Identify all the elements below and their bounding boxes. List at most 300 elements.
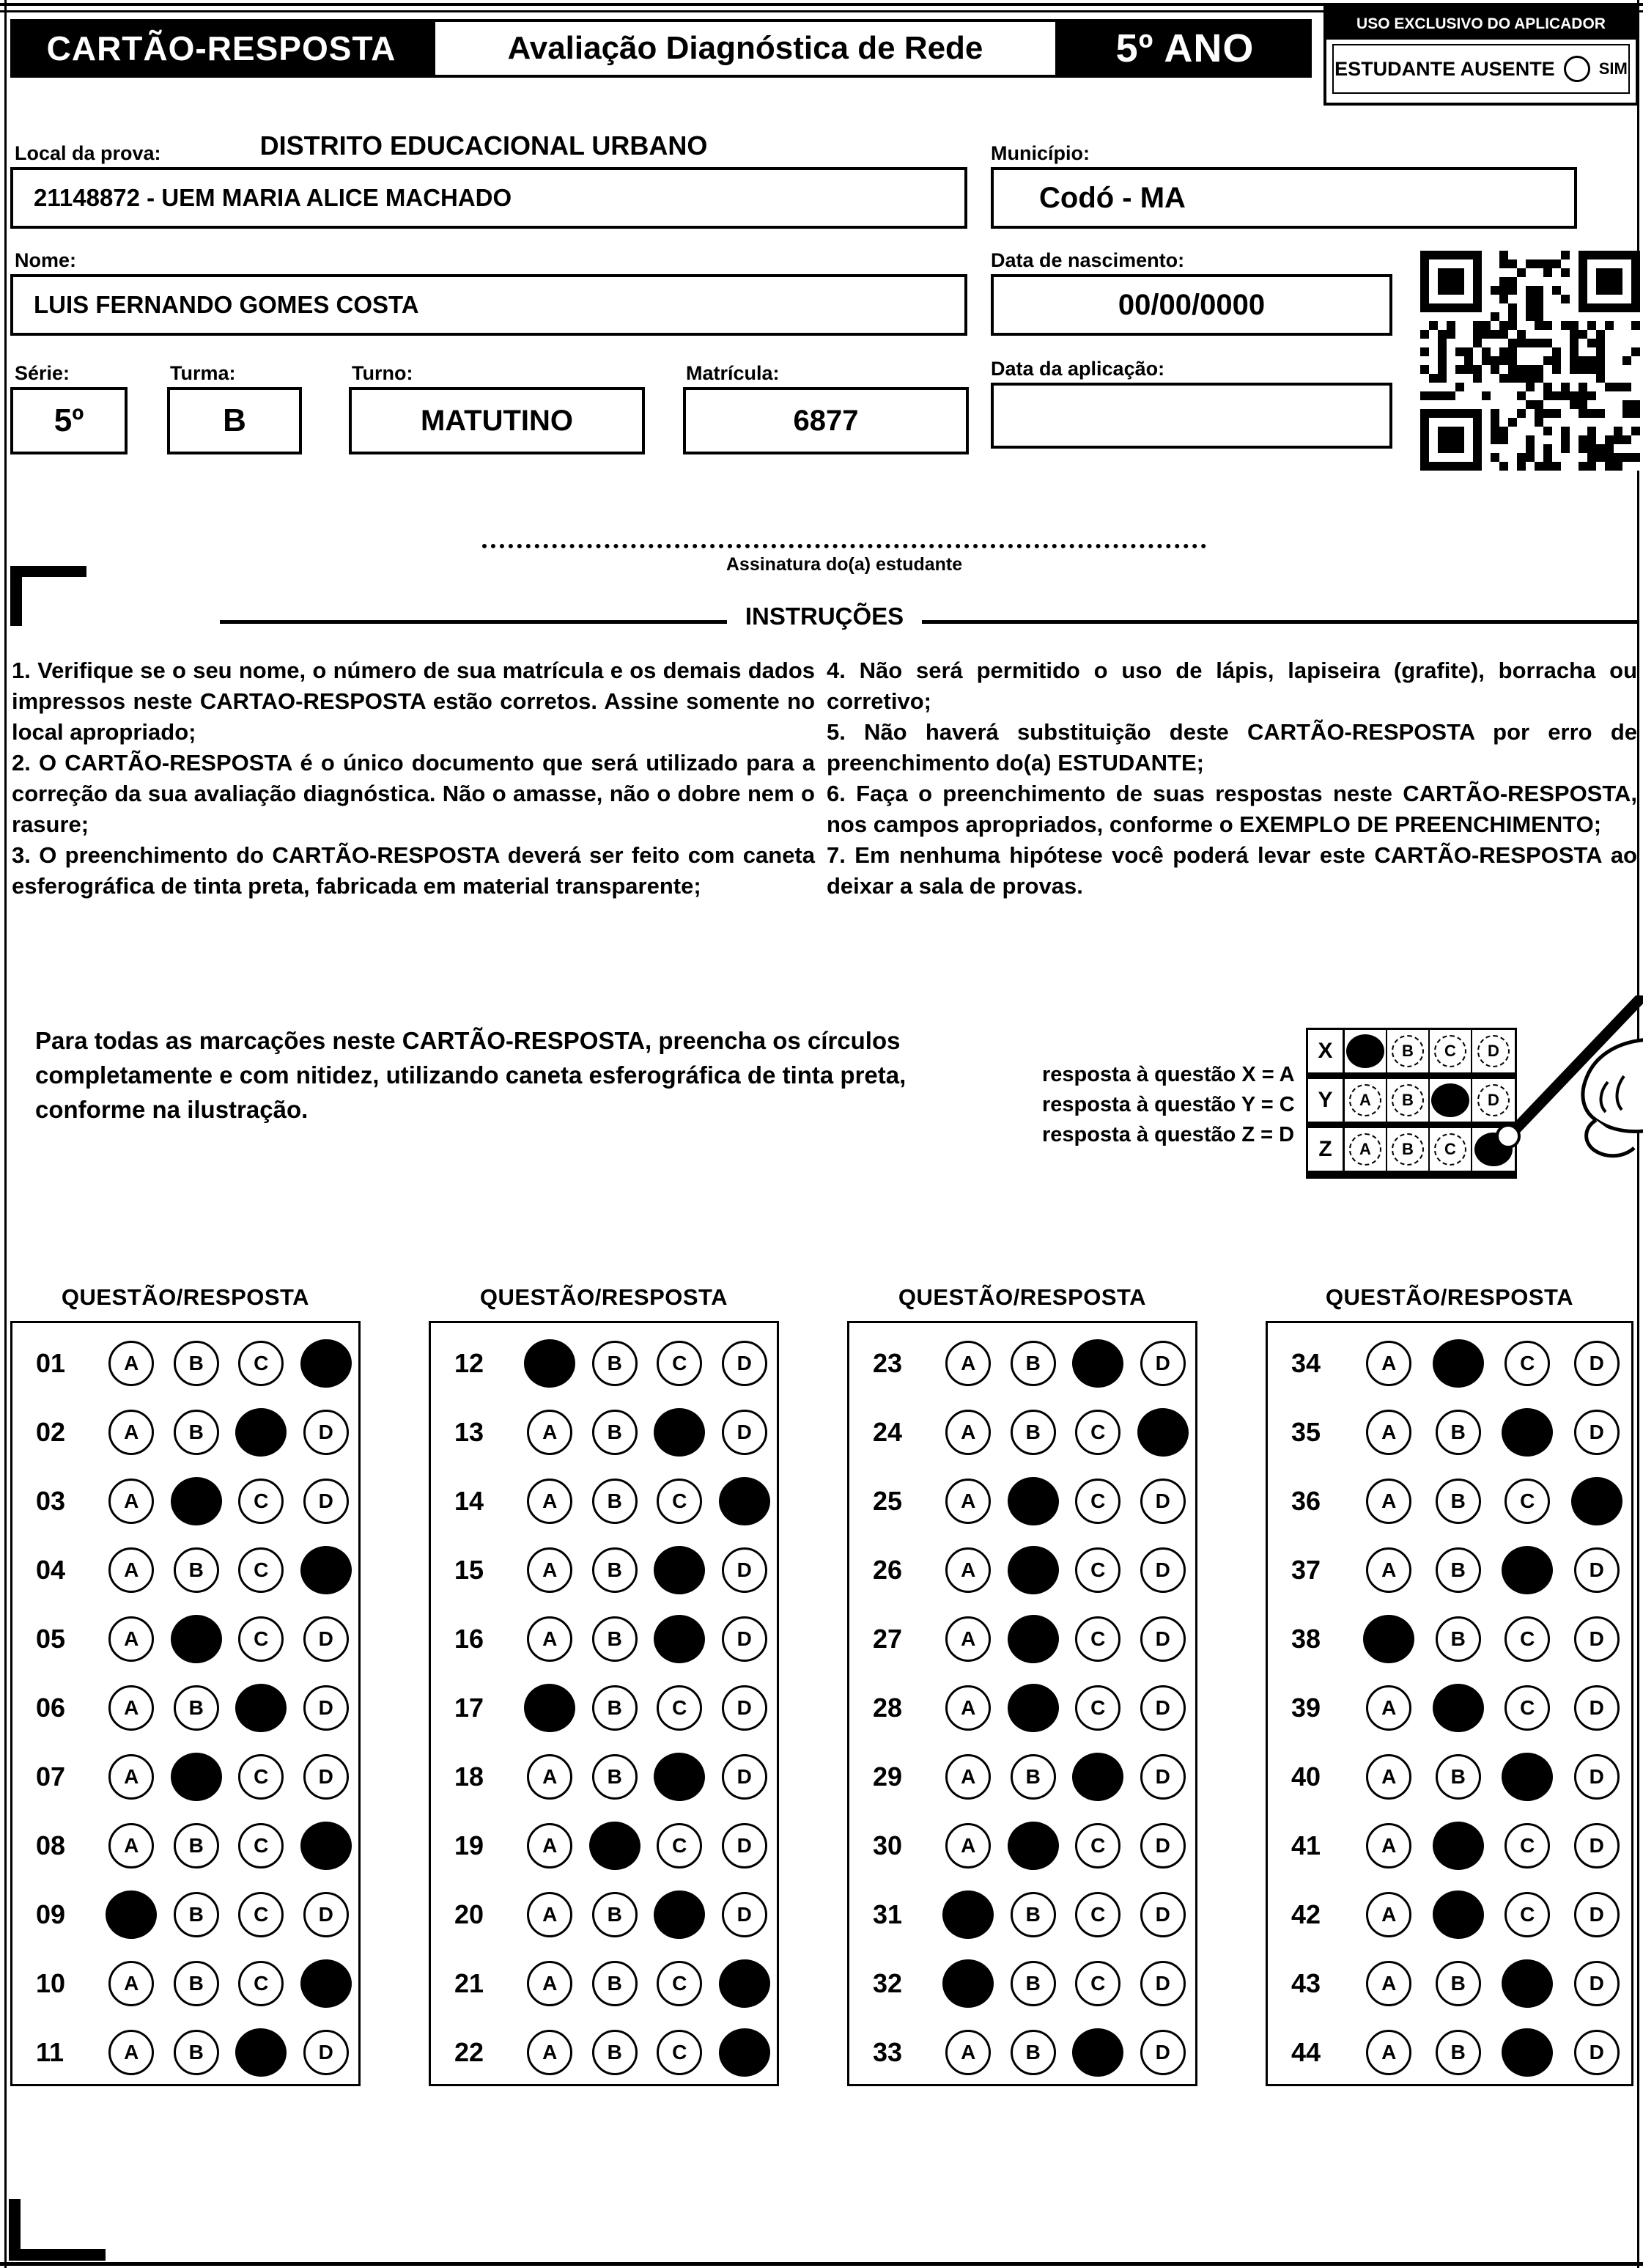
bubble-cell xyxy=(1066,1547,1131,1593)
bubble-05-D[interactable]: D xyxy=(303,1616,349,1662)
bubble-09-B[interactable]: B xyxy=(174,1892,219,1937)
bubble-41-D[interactable]: D xyxy=(1574,1823,1620,1868)
bubble-30-D[interactable]: D xyxy=(1140,1823,1186,1868)
bubble-11-D[interactable]: D xyxy=(303,2030,349,2075)
question-number: 22 xyxy=(454,2037,484,2067)
bubble-38-D[interactable]: D xyxy=(1574,1616,1620,1662)
bubble-32-B[interactable]: B xyxy=(1011,1961,1056,2006)
bubble-cell xyxy=(1354,1754,1424,1800)
bubble-05-C[interactable]: C xyxy=(238,1616,284,1662)
bubble-42-A[interactable]: A xyxy=(1366,1892,1411,1937)
instruction-item: 7. Em nenhuma hipótese você poderá levar este CARTÃO-RESPOSTA ao deixar a sala de provas. xyxy=(827,842,1637,899)
bubble-41-A[interactable]: A xyxy=(1366,1823,1411,1868)
question-row xyxy=(431,1398,777,1467)
bubble-41-B-filled[interactable] xyxy=(1431,1820,1485,1871)
example-bubble-Y-A[interactable]: A xyxy=(1349,1084,1381,1116)
bubble-37-A[interactable]: A xyxy=(1366,1547,1411,1593)
bubble-10-B[interactable]: B xyxy=(174,1961,219,2006)
bubble-15-B[interactable]: B xyxy=(592,1547,638,1593)
bubble-08-D-filled[interactable] xyxy=(300,1821,352,1870)
bubble-cell xyxy=(1562,1961,1632,2006)
bubble-24-C[interactable]: C xyxy=(1075,1410,1120,1455)
bubble-cell xyxy=(1066,1339,1131,1388)
bubble-32-A-filled[interactable] xyxy=(942,1959,994,2008)
example-bubble-Z-C[interactable]: C xyxy=(1434,1133,1466,1166)
bubble-cell xyxy=(712,1410,778,1455)
matricula-value: 6877 xyxy=(793,404,859,437)
bubble-cell xyxy=(1131,1823,1196,1868)
bubble-cell xyxy=(1066,1753,1131,1801)
bubble-22-B[interactable]: B xyxy=(592,2030,638,2075)
question-number: 43 xyxy=(1291,1968,1321,1998)
signature-line[interactable] xyxy=(482,544,1206,548)
bubble-43-B[interactable]: B xyxy=(1436,1961,1481,2006)
bubble-06-B[interactable]: B xyxy=(174,1685,219,1731)
bubble-34-B-filled[interactable] xyxy=(1431,1338,1485,1390)
data-nascimento-label: Data de nascimento: xyxy=(991,249,1185,271)
bubble-18-B[interactable]: B xyxy=(592,1754,638,1800)
bubble-cell xyxy=(294,1339,359,1388)
question-number: 27 xyxy=(873,1624,903,1654)
bubble-34-C[interactable]: C xyxy=(1504,1341,1550,1386)
turma-field xyxy=(167,387,302,454)
instruction-item: 3. O preenchimento do CARTÃO-RESPOSTA deverá ser feito com caneta esferográfica de tinta preta, fabricada em material transparente; xyxy=(12,842,815,899)
bubble-19-A[interactable]: A xyxy=(527,1823,572,1868)
bubble-42-C[interactable]: C xyxy=(1504,1892,1550,1937)
question-number: 19 xyxy=(454,1830,484,1860)
bubble-cell xyxy=(1066,1823,1131,1868)
bubble-30-A[interactable]: A xyxy=(945,1823,991,1868)
bubble-21-B[interactable]: B xyxy=(592,1961,638,2006)
question-number: 41 xyxy=(1291,1830,1321,1860)
bubble-cell xyxy=(936,1890,1001,1939)
matricula-field xyxy=(683,387,969,454)
bubble-31-B[interactable]: B xyxy=(1011,1892,1056,1937)
bubble-17-C[interactable]: C xyxy=(657,1685,702,1731)
bubble-25-D[interactable]: D xyxy=(1140,1479,1186,1524)
bubble-31-D[interactable]: D xyxy=(1140,1892,1186,1937)
bubble-01-D-filled[interactable] xyxy=(298,1337,354,1391)
bubble-20-D[interactable]: D xyxy=(722,1892,767,1937)
bubble-02-A[interactable]: A xyxy=(108,1410,154,1455)
data-nascimento-value: 00/00/0000 xyxy=(1118,288,1266,321)
bubble-09-A-filled[interactable] xyxy=(105,1890,158,1940)
bubble-cell xyxy=(712,1959,778,2008)
serie-field xyxy=(10,387,128,454)
bubble-34-A[interactable]: A xyxy=(1366,1341,1411,1386)
answers-column-header: QUESTÃO/RESPOSTA xyxy=(479,1284,728,1310)
bubble-26-D[interactable]: D xyxy=(1140,1547,1186,1593)
bubble-38-C[interactable]: C xyxy=(1504,1616,1550,1662)
bubble-cell xyxy=(229,2028,294,2077)
bubble-12-D[interactable]: D xyxy=(722,1341,767,1386)
bubble-07-D[interactable]: D xyxy=(303,1754,349,1800)
bubble-cell xyxy=(712,1685,778,1731)
bubble-03-B-filled[interactable] xyxy=(169,1476,224,1528)
bubble-22-D-filled[interactable] xyxy=(717,2027,772,2079)
example-bubble-Z-A[interactable]: A xyxy=(1349,1133,1381,1166)
question-number: 09 xyxy=(36,1899,66,1929)
bubble-cell xyxy=(1493,1341,1562,1386)
bubble-35-A[interactable]: A xyxy=(1366,1410,1411,1455)
bubble-15-A[interactable]: A xyxy=(527,1547,572,1593)
question-row xyxy=(12,1811,358,1880)
bubble-40-D[interactable]: D xyxy=(1574,1754,1620,1800)
bubble-cell xyxy=(1066,1961,1131,2006)
bubble-04-A[interactable]: A xyxy=(108,1547,154,1593)
question-number: 38 xyxy=(1291,1624,1321,1654)
bubble-23-C-filled[interactable] xyxy=(1071,1338,1125,1390)
question-number: 37 xyxy=(1291,1555,1321,1585)
bubble-23-A[interactable]: A xyxy=(945,1341,991,1386)
question-row xyxy=(1268,1467,1631,1536)
bubble-cell xyxy=(1354,1547,1424,1593)
bubble-cell xyxy=(164,1477,229,1525)
bubble-cell xyxy=(1131,1892,1196,1937)
district-heading: DISTRITO EDUCACIONAL URBANO xyxy=(259,130,708,161)
bubble-40-C-filled[interactable] xyxy=(1501,1752,1554,1802)
bubble-cell xyxy=(229,1892,294,1937)
example-bubble-X-B[interactable]: B xyxy=(1392,1035,1424,1067)
bubble-17-A-filled[interactable] xyxy=(523,1682,577,1734)
bubble-16-D[interactable]: D xyxy=(722,1616,767,1662)
bubble-cell xyxy=(712,1892,778,1937)
bubble-39-A[interactable]: A xyxy=(1366,1685,1411,1731)
bubble-24-D-filled[interactable] xyxy=(1135,1406,1190,1459)
instruction-item: 5. Não haverá substituição deste CARTÃO-RESPOSTA por erro de preenchimento do(a) ESTUDANTE; xyxy=(827,719,1637,776)
example-bubble-Y-B[interactable]: B xyxy=(1392,1084,1424,1116)
student-absent-bubble[interactable] xyxy=(1564,56,1590,82)
bubble-02-B[interactable]: B xyxy=(174,1410,219,1455)
bubble-cell xyxy=(1493,1959,1562,2008)
bubble-27-A[interactable]: A xyxy=(945,1616,991,1662)
bubble-cell xyxy=(712,1754,778,1800)
bubble-cell xyxy=(583,1754,648,1800)
question-row xyxy=(431,1467,777,1536)
bubble-08-C[interactable]: C xyxy=(238,1823,284,1868)
bubble-11-A[interactable]: A xyxy=(108,2030,154,2075)
bubble-07-A[interactable]: A xyxy=(108,1754,154,1800)
bubble-cell xyxy=(1354,1892,1424,1937)
bubble-cell xyxy=(583,1822,648,1870)
bubble-cell xyxy=(229,1616,294,1662)
bubble-18-D[interactable]: D xyxy=(722,1754,767,1800)
bubble-04-D-filled[interactable] xyxy=(299,1544,352,1596)
bubble-10-D-filled[interactable] xyxy=(299,1958,352,2009)
bubble-03-A[interactable]: A xyxy=(108,1479,154,1524)
instructions-title: INSTRUÇÕES xyxy=(745,603,904,630)
bubble-19-C[interactable]: C xyxy=(657,1823,702,1868)
bubble-37-D[interactable]: D xyxy=(1574,1547,1620,1593)
bubble-32-C[interactable]: C xyxy=(1075,1961,1120,2006)
bubble-32-D[interactable]: D xyxy=(1140,1961,1186,2006)
bubble-cell xyxy=(1354,1410,1424,1455)
bubble-14-B[interactable]: B xyxy=(592,1479,638,1524)
bubble-01-C[interactable]: C xyxy=(238,1341,284,1386)
bubble-cell xyxy=(1562,1754,1632,1800)
question-number: 02 xyxy=(36,1417,66,1447)
bubble-08-B[interactable]: B xyxy=(174,1823,219,1868)
data-aplicacao-field[interactable] xyxy=(991,383,1392,449)
bubble-42-D[interactable]: D xyxy=(1574,1892,1620,1937)
bubble-27-D[interactable]: D xyxy=(1140,1616,1186,1662)
bubble-cell xyxy=(936,1410,1001,1455)
question-number: 28 xyxy=(873,1693,903,1723)
bubble-41-C[interactable]: C xyxy=(1504,1823,1550,1868)
bubble-cell xyxy=(647,2030,712,2075)
bubble-05-B-filled[interactable] xyxy=(170,1614,223,1664)
bubble-15-D[interactable]: D xyxy=(722,1547,767,1593)
bubble-37-C-filled[interactable] xyxy=(1502,1545,1554,1594)
bubble-25-A[interactable]: A xyxy=(945,1479,991,1524)
example-cell xyxy=(1387,1030,1430,1072)
bubble-19-D[interactable]: D xyxy=(722,1823,767,1868)
bubble-16-C-filled[interactable] xyxy=(653,1613,706,1665)
bubble-cell xyxy=(1424,1684,1494,1732)
bubble-20-C-filled[interactable] xyxy=(651,1888,708,1942)
bubble-16-B[interactable]: B xyxy=(592,1616,638,1662)
bubble-10-A[interactable]: A xyxy=(108,1961,154,2006)
example-bubble-X-A-filled[interactable] xyxy=(1346,1034,1384,1068)
bubble-cell xyxy=(99,1479,164,1524)
example-legend xyxy=(1042,1060,1295,1150)
bubble-28-C[interactable]: C xyxy=(1075,1685,1120,1731)
bubble-22-A[interactable]: A xyxy=(527,2030,572,2075)
question-row xyxy=(431,1880,777,1949)
bubble-14-D-filled[interactable] xyxy=(718,1476,770,1525)
bubble-24-B[interactable]: B xyxy=(1011,1410,1056,1455)
question-row xyxy=(1268,1880,1631,1949)
bubble-30-C[interactable]: C xyxy=(1075,1823,1120,1868)
question-row xyxy=(849,2018,1195,2087)
bubble-23-D[interactable]: D xyxy=(1140,1341,1186,1386)
bubble-35-C-filled[interactable] xyxy=(1501,1407,1554,1458)
bubble-cell xyxy=(647,1961,712,2006)
bubble-07-B-filled[interactable] xyxy=(171,1753,222,1801)
bubble-cell xyxy=(712,2028,778,2077)
bubble-43-D[interactable]: D xyxy=(1574,1961,1620,2006)
bubble-19-B-filled[interactable] xyxy=(586,1819,643,1873)
bubble-cell xyxy=(647,1890,712,1939)
bubble-36-B[interactable]: B xyxy=(1436,1479,1481,1524)
bubble-36-A[interactable]: A xyxy=(1366,1479,1411,1524)
bubble-cell xyxy=(1493,1546,1562,1594)
bubble-29-A[interactable]: A xyxy=(945,1754,991,1800)
bubble-39-C[interactable]: C xyxy=(1504,1685,1550,1731)
bubble-26-C[interactable]: C xyxy=(1075,1547,1120,1593)
instructions-column-left xyxy=(12,655,815,902)
bubble-35-D[interactable]: D xyxy=(1574,1410,1620,1455)
bubble-38-B[interactable]: B xyxy=(1436,1616,1481,1662)
bubble-25-C[interactable]: C xyxy=(1075,1479,1120,1524)
bubble-34-D[interactable]: D xyxy=(1574,1341,1620,1386)
bubble-cell xyxy=(1424,1961,1494,2006)
bubble-33-D[interactable]: D xyxy=(1140,2030,1186,2075)
bubble-03-D[interactable]: D xyxy=(303,1479,349,1524)
bubble-20-B[interactable]: B xyxy=(592,1892,638,1937)
bubble-14-A[interactable]: A xyxy=(527,1479,572,1524)
registration-mark-bottom-arm xyxy=(9,2249,106,2261)
bubble-31-C[interactable]: C xyxy=(1075,1892,1120,1937)
bubble-40-A[interactable]: A xyxy=(1366,1754,1411,1800)
bubble-cell xyxy=(1354,2030,1424,2075)
bubble-cell xyxy=(99,1890,164,1939)
bubble-14-C[interactable]: C xyxy=(657,1479,702,1524)
bubble-44-C-filled[interactable] xyxy=(1499,2026,1556,2080)
bubble-06-D[interactable]: D xyxy=(303,1685,349,1731)
bubble-18-C-filled[interactable] xyxy=(652,1750,707,1803)
question-row xyxy=(431,1811,777,1880)
bubble-17-B[interactable]: B xyxy=(592,1685,638,1731)
bubble-10-C[interactable]: C xyxy=(238,1961,284,2006)
bubble-06-C-filled[interactable] xyxy=(235,1683,287,1732)
bubble-28-A[interactable]: A xyxy=(945,1685,991,1731)
bubble-cell xyxy=(517,1410,583,1455)
bubble-02-C-filled[interactable] xyxy=(234,1406,289,1459)
bubble-42-B-filled[interactable] xyxy=(1431,1889,1485,1941)
bubble-18-A[interactable]: A xyxy=(527,1754,572,1800)
bubble-08-A[interactable]: A xyxy=(108,1823,154,1868)
serie-label: Série: xyxy=(15,362,70,384)
question-row xyxy=(1268,1811,1631,1880)
bubble-cell xyxy=(1493,1892,1562,1937)
turno-label: Turno: xyxy=(352,362,413,384)
example-row-label: Z xyxy=(1308,1128,1345,1171)
question-number: 30 xyxy=(873,1830,903,1860)
bubble-33-B[interactable]: B xyxy=(1011,2030,1056,2075)
bubble-39-D[interactable]: D xyxy=(1574,1685,1620,1731)
bubble-cell xyxy=(1354,1823,1424,1868)
bubble-28-B-filled[interactable] xyxy=(1006,1682,1060,1734)
bubble-cell xyxy=(99,2030,164,2075)
bubble-cell xyxy=(1131,1341,1196,1386)
bubble-cell xyxy=(1001,1410,1066,1455)
example-bubble-Z-B[interactable]: B xyxy=(1392,1133,1424,1166)
bubble-27-B-filled[interactable] xyxy=(1005,1613,1060,1665)
question-number: 15 xyxy=(454,1555,484,1585)
bubble-13-D[interactable]: D xyxy=(722,1410,767,1455)
bubble-29-B[interactable]: B xyxy=(1011,1754,1056,1800)
bubble-04-B[interactable]: B xyxy=(174,1547,219,1593)
data-aplicacao-label: Data da aplicação: xyxy=(991,358,1165,380)
bubble-cell xyxy=(1354,1479,1424,1524)
bubble-23-B[interactable]: B xyxy=(1011,1341,1056,1386)
question-number: 03 xyxy=(36,1486,66,1516)
bubble-24-A[interactable]: A xyxy=(945,1410,991,1455)
bubble-25-B-filled[interactable] xyxy=(1005,1475,1061,1528)
bubble-44-D[interactable]: D xyxy=(1574,2030,1620,2075)
question-number: 24 xyxy=(873,1417,903,1447)
bubble-33-C-filled[interactable] xyxy=(1072,2028,1124,2077)
bubble-44-B[interactable]: B xyxy=(1436,2030,1481,2075)
bubble-cell xyxy=(583,1616,648,1662)
bubble-20-A[interactable]: A xyxy=(527,1892,572,1937)
answers-column-2 xyxy=(429,1284,779,2086)
bubble-cell xyxy=(1562,1892,1632,1937)
bubble-cell xyxy=(583,1685,648,1731)
bubble-16-A[interactable]: A xyxy=(527,1616,572,1662)
bubble-38-A-filled[interactable] xyxy=(1363,1615,1414,1663)
bubble-29-D[interactable]: D xyxy=(1140,1754,1186,1800)
bubble-01-A[interactable]: A xyxy=(108,1341,154,1386)
bubble-cell xyxy=(1131,2030,1196,2075)
bubble-13-B[interactable]: B xyxy=(592,1410,638,1455)
bubble-11-C-filled[interactable] xyxy=(234,2027,288,2079)
bubble-05-A[interactable]: A xyxy=(108,1616,154,1662)
bubble-26-A[interactable]: A xyxy=(945,1547,991,1593)
example-bubble-X-D[interactable]: D xyxy=(1477,1035,1510,1067)
student-absent-row xyxy=(1332,44,1630,94)
bubble-01-B[interactable]: B xyxy=(174,1341,219,1386)
bubble-11-B[interactable]: B xyxy=(174,2030,219,2075)
bubble-21-C[interactable]: C xyxy=(657,1961,702,2006)
bubble-30-B-filled[interactable] xyxy=(1007,1821,1060,1871)
bubble-04-C[interactable]: C xyxy=(238,1547,284,1593)
bubble-06-A[interactable]: A xyxy=(108,1685,154,1731)
question-row xyxy=(849,1536,1195,1605)
bubble-03-C[interactable]: C xyxy=(238,1479,284,1524)
bubble-12-B[interactable]: B xyxy=(592,1341,638,1386)
bubble-37-B[interactable]: B xyxy=(1436,1547,1481,1593)
bubble-28-D[interactable]: D xyxy=(1140,1685,1186,1731)
bubble-35-B[interactable]: B xyxy=(1436,1410,1481,1455)
bubble-12-A-filled[interactable] xyxy=(524,1339,576,1388)
example-cell xyxy=(1345,1079,1387,1122)
local-da-prova-field xyxy=(10,167,967,229)
bubble-26-B-filled[interactable] xyxy=(1005,1544,1061,1597)
bubble-13-A[interactable]: A xyxy=(527,1410,572,1455)
bubble-43-C-filled[interactable] xyxy=(1500,1957,1555,2010)
bubble-43-A[interactable]: A xyxy=(1366,1961,1411,2006)
question-number: 10 xyxy=(36,1968,66,1998)
bubble-cell xyxy=(1354,1615,1424,1663)
question-row xyxy=(1268,1605,1631,1674)
question-number: 26 xyxy=(873,1555,903,1585)
bubble-39-B-filled[interactable] xyxy=(1432,1683,1484,1732)
example-bubble-X-C[interactable]: C xyxy=(1434,1035,1466,1067)
bubble-21-A[interactable]: A xyxy=(527,1961,572,2006)
bubble-29-C-filled[interactable] xyxy=(1071,1751,1125,1803)
bubble-07-C[interactable]: C xyxy=(238,1754,284,1800)
bubble-cell xyxy=(712,1477,778,1525)
page-border-bottom xyxy=(0,2262,1643,2266)
bubble-09-C[interactable]: C xyxy=(238,1892,284,1937)
local-da-prova-label: Local da prova: xyxy=(15,142,161,164)
bubble-44-A[interactable]: A xyxy=(1366,2030,1411,2075)
bubble-21-D-filled[interactable] xyxy=(717,1957,772,2010)
bubble-17-D[interactable]: D xyxy=(722,1685,767,1731)
question-number: 01 xyxy=(36,1348,66,1378)
bubble-36-D-filled[interactable] xyxy=(1570,1476,1623,1526)
bubble-cell xyxy=(712,1341,778,1386)
example-bubble-Y-D[interactable]: D xyxy=(1477,1084,1510,1116)
question-number: 25 xyxy=(873,1486,903,1516)
bubble-31-A-filled[interactable] xyxy=(942,1890,994,1939)
bubble-13-C-filled[interactable] xyxy=(654,1408,705,1457)
bubble-cell xyxy=(517,1684,583,1732)
question-number: 05 xyxy=(36,1624,66,1654)
bubble-36-C[interactable]: C xyxy=(1504,1479,1550,1524)
bubble-02-D[interactable]: D xyxy=(303,1410,349,1455)
bubble-12-C[interactable]: C xyxy=(657,1341,702,1386)
bubble-27-C[interactable]: C xyxy=(1075,1616,1120,1662)
bubble-33-A[interactable]: A xyxy=(945,2030,991,2075)
bubble-cell xyxy=(1493,1685,1562,1731)
bubble-15-C-filled[interactable] xyxy=(653,1545,706,1595)
bubble-22-C[interactable]: C xyxy=(657,2030,702,2075)
bubble-09-D[interactable]: D xyxy=(303,1892,349,1937)
bubble-40-B[interactable]: B xyxy=(1436,1754,1481,1800)
